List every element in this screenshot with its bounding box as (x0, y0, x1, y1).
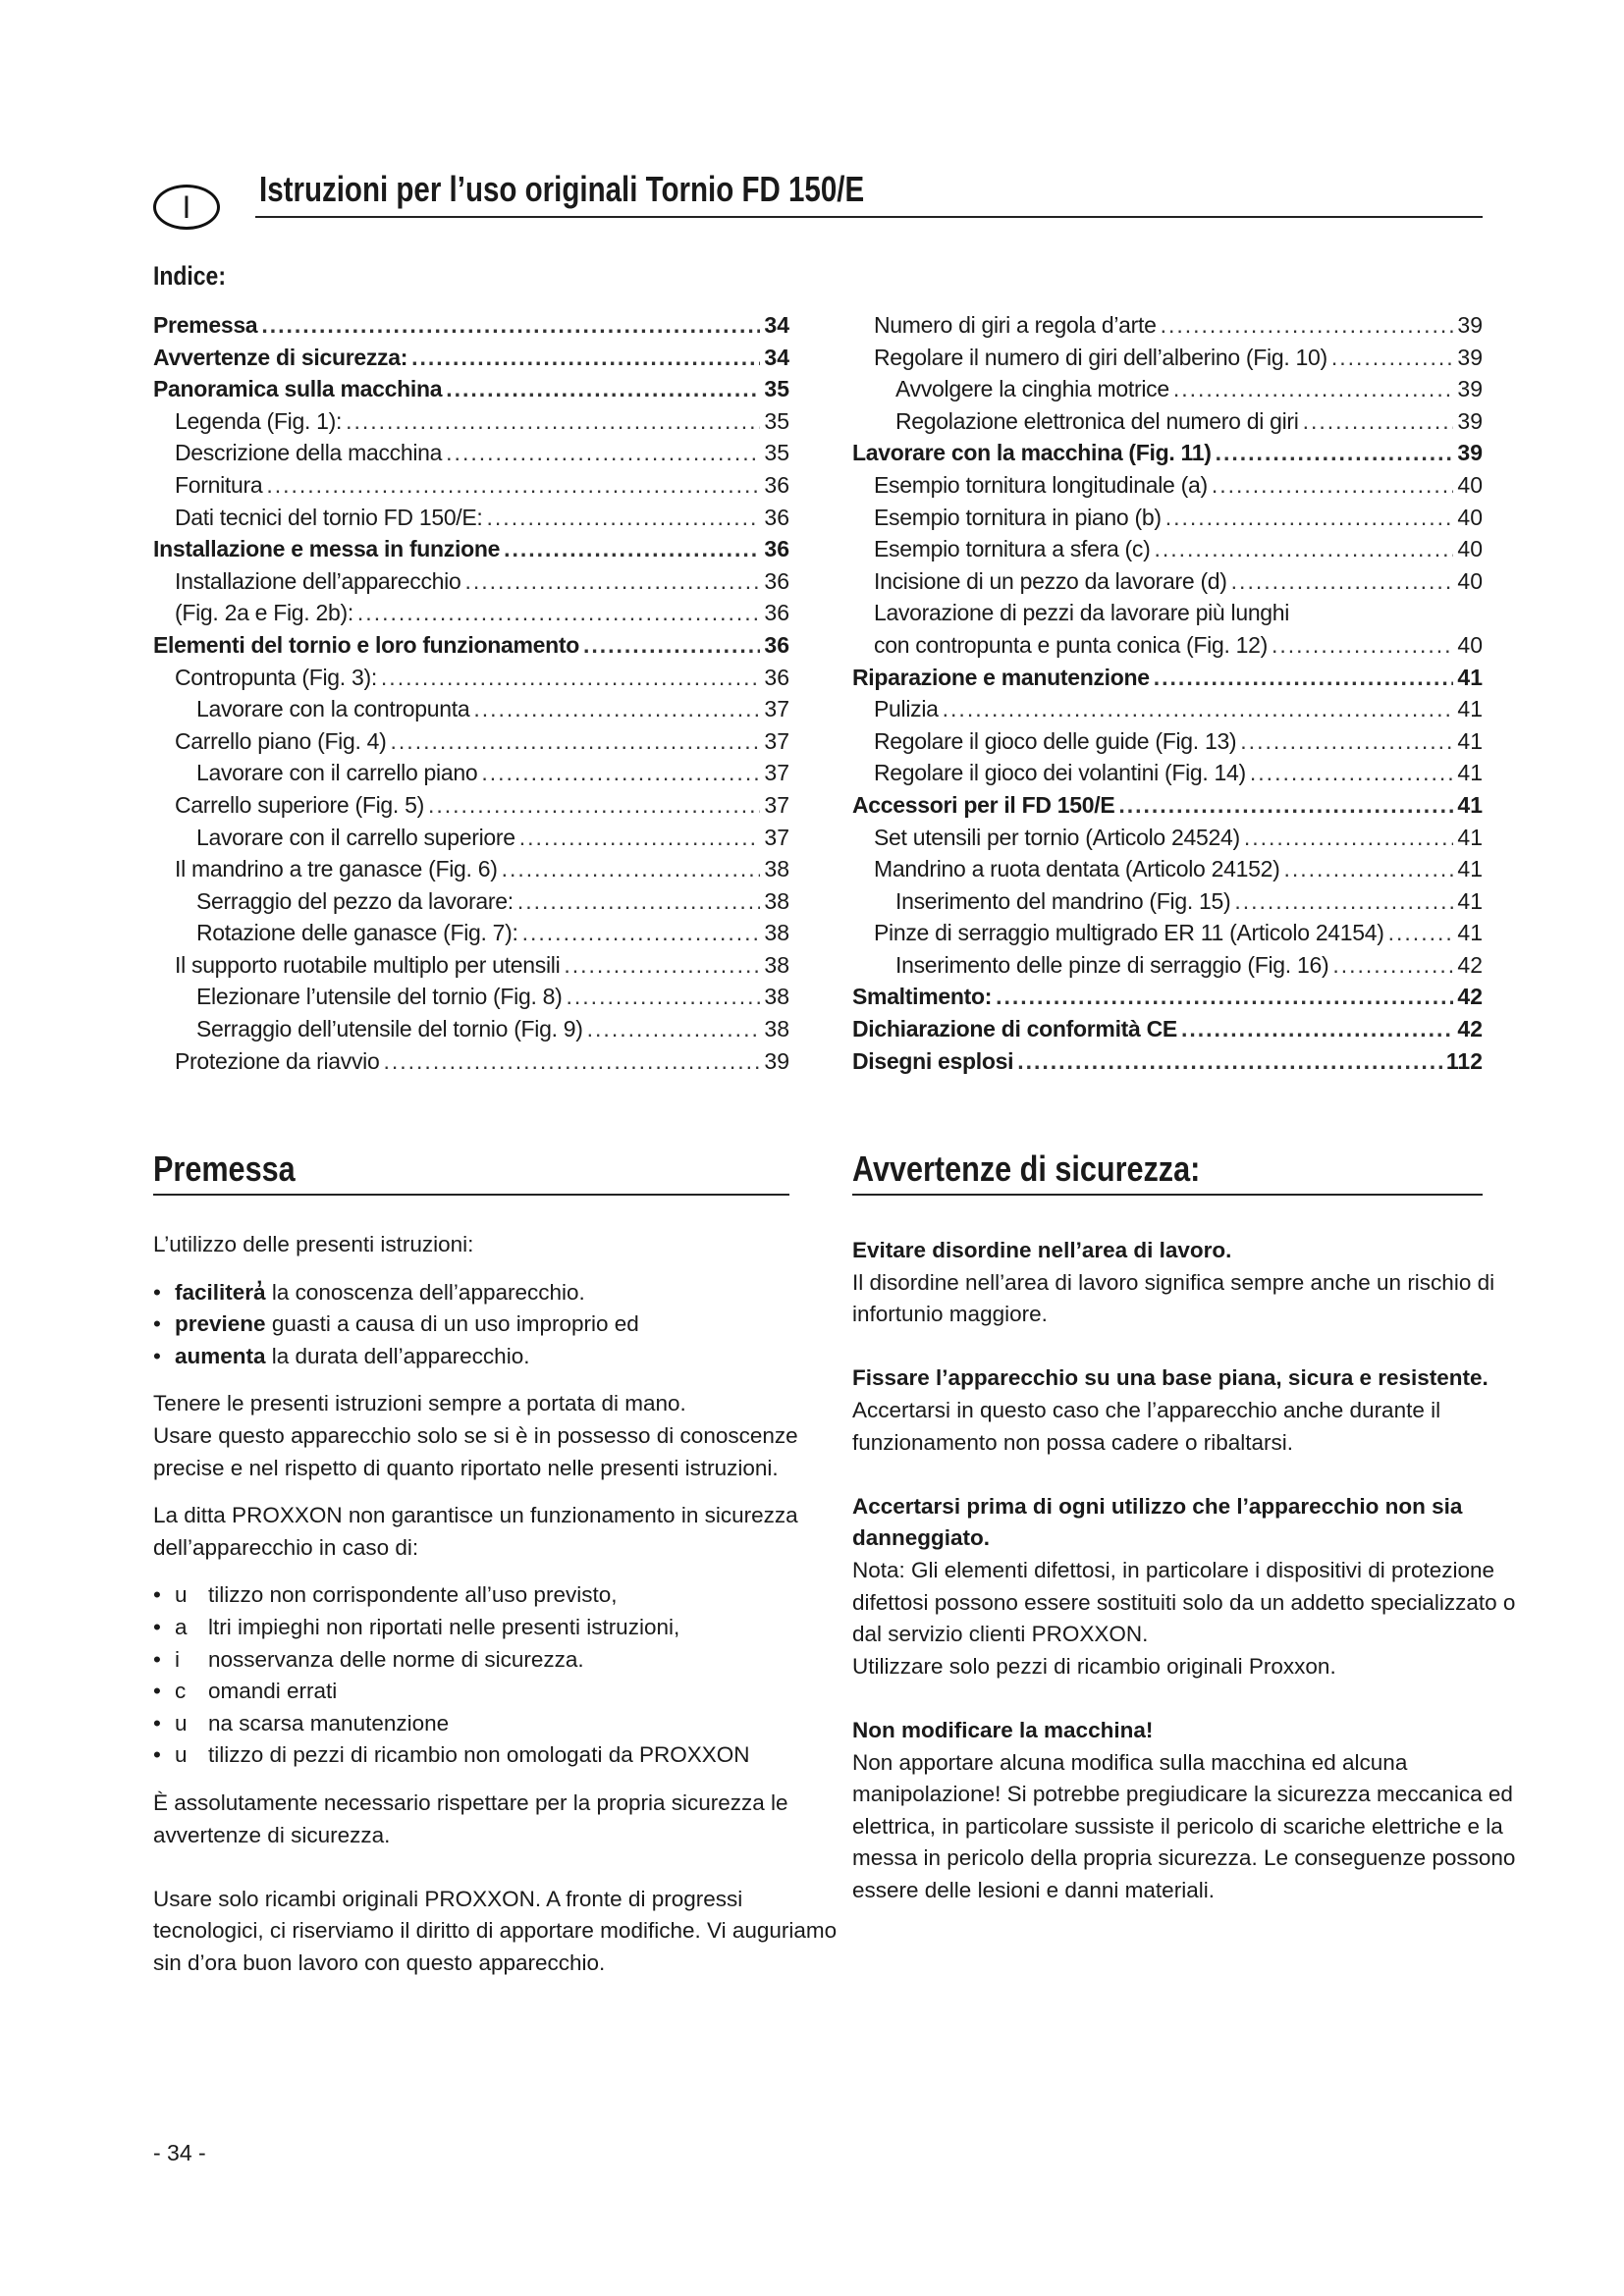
toc-entry-page: 41 (1457, 791, 1483, 818)
toc-leader-dots (1331, 345, 1454, 371)
toc-entry-page: 38 (764, 887, 789, 914)
toc-entry-page: 37 (764, 727, 789, 754)
bullet-dot: • (153, 1311, 161, 1337)
case-text: ltri impieghi non riportati nelle presenti istruzioni, (208, 1614, 680, 1639)
toc-entry-label: Mandrino a ruota dentata (Articolo 24152) (874, 856, 1280, 882)
toc-entry-label: Elementi del tornio e loro funzionamento (153, 631, 579, 658)
toc-entry (153, 665, 789, 697)
toc-entry-label: Avvolgere la cinghia motrice (895, 376, 1169, 402)
toc-leader-dots (346, 408, 760, 435)
toc-entry-label: Esempio tornitura a sfera (c) (874, 536, 1151, 562)
toc-entry (852, 984, 1483, 1016)
avvertenze-s4-text: Non apportare alcuna modifica sulla macchina ed alcuna manipolazione! Si potrebbe pregiudicare la sicurezza meccanica ed elettrica, in particolare sussiste il pericolo di scariche elettriche e la messa in pericolo della propria sicurezza. Le conseguenze possono essere delle lesioni e danni materiali. (852, 1749, 1516, 1902)
toc-leader-dots (1154, 665, 1454, 691)
toc-entry-page: 41 (1457, 920, 1483, 946)
toc-entry (153, 312, 789, 345)
toc-leader-dots (1165, 505, 1454, 531)
case-text: na scarsa manutenzione (208, 1710, 450, 1735)
toc-entry-label: Esempio tornitura in piano (b) (874, 504, 1162, 530)
toc-leader-dots (1283, 856, 1453, 882)
toc-entry (852, 760, 1483, 792)
toc-leader-dots (504, 536, 760, 562)
toc-entry (153, 792, 789, 825)
toc-entry (852, 1016, 1483, 1048)
toc-entry (852, 792, 1483, 825)
toc-entry-label: Serraggio dell’utensile del tornio (Fig. 9) (196, 1016, 583, 1042)
toc-entry-page: 39 (1457, 312, 1483, 338)
toc-leader-dots (1303, 408, 1454, 435)
toc-entry-label: Lavorare con il carrello piano (196, 760, 478, 786)
toc-entry (852, 920, 1483, 952)
language-badge: I (153, 185, 220, 230)
toc-entry-label: Set utensili per tornio (Articolo 24524) (874, 824, 1240, 850)
toc-entry (852, 536, 1483, 568)
toc-entry-page: 40 (1457, 631, 1483, 658)
toc-entry (153, 825, 789, 857)
toc-entry-label: Accessori per il FD 150/E (852, 791, 1115, 818)
toc-leader-dots (261, 312, 760, 339)
toc-leader-dots (1216, 440, 1454, 466)
case-text: tilizzo non corrispondente all’uso previsto, (208, 1582, 618, 1608)
premessa-p1: Tenere le presenti istruzioni sempre a portata di mano. (153, 1391, 686, 1416)
case-letter: c (175, 1679, 187, 1704)
toc-leader-dots (464, 568, 760, 595)
toc-leader-dots (564, 952, 760, 979)
toc-entry (153, 505, 789, 537)
toc-entry (153, 376, 789, 408)
toc-leader-dots (411, 345, 760, 371)
toc-leader-dots (357, 600, 760, 626)
toc-entry-page: 38 (764, 951, 789, 978)
toc-entry-page: 41 (1457, 824, 1483, 850)
toc-entry-page: 112 (1445, 1047, 1483, 1074)
toc-entry (852, 408, 1483, 441)
toc-leader-dots (943, 696, 1454, 722)
page-number: - 34 - (153, 2140, 206, 2165)
toc-entry-label: Regolare il numero di giri dell’alberino (Fig. 10) (874, 344, 1327, 370)
toc-left-column (153, 312, 789, 1080)
toc-entry-page: 41 (1457, 887, 1483, 914)
toc-entry-label: Numero di giri a regola d’arte (874, 312, 1157, 338)
toc-entry-label: Regolare il gioco delle guide (Fig. 13) (874, 727, 1237, 754)
premessa-bullet (153, 1277, 840, 1309)
premessa-p2: Usare questo apparecchio solo se si è in possesso di conoscenze precise e nel rispetto di quanto riportato nelle presenti istruzioni. (153, 1422, 798, 1480)
toc-entry (153, 408, 789, 441)
toc-leader-dots (583, 632, 760, 659)
toc-entry (852, 472, 1483, 505)
toc-entry (153, 600, 789, 632)
toc-entry-page: 38 (764, 1016, 789, 1042)
toc-entry-label: Descrizione della macchina (175, 440, 443, 466)
toc-entry-page: 38 (764, 856, 789, 882)
premessa-case (153, 1644, 840, 1677)
toc-entry-label: Dichiarazione di conformità CE (852, 1016, 1177, 1042)
toc-entry-label: Disegni esplosi (852, 1047, 1014, 1074)
premessa-case (153, 1612, 840, 1644)
toc-entry (852, 1048, 1483, 1081)
premessa-case (153, 1739, 840, 1772)
toc-entry (852, 376, 1483, 408)
toc-entry-page: 40 (1457, 504, 1483, 530)
bullet-dot: • (153, 1679, 161, 1704)
toc-entry-page: 35 (764, 376, 789, 402)
bullet-dot: • (153, 1614, 161, 1639)
toc-entry-page: 41 (1457, 760, 1483, 786)
toc-entry (852, 728, 1483, 761)
toc-entry (153, 568, 789, 601)
premessa-intro: L’utilizzo delle presenti istruzioni: (153, 1232, 474, 1256)
toc-leader-dots (996, 984, 1453, 1010)
avvertenze-s4-title: Non modificare la macchina! (852, 1717, 1154, 1742)
toc-leader-dots (1173, 376, 1454, 402)
toc-entry (153, 984, 789, 1016)
toc-entry (852, 665, 1483, 697)
bullet-text (175, 1341, 529, 1373)
toc-entry-label: Riparazione e manutenzione (852, 664, 1150, 690)
premessa-p4: È assolutamente necessario rispettare per la propria sicurezza le avvertenze di sicurezza. (153, 1789, 788, 1847)
toc-entry (153, 952, 789, 985)
toc-entry-label: Regolare il gioco dei volantini (Fig. 14) (874, 760, 1246, 786)
toc-leader-dots (1181, 1016, 1453, 1042)
toc-entry-page: 40 (1457, 471, 1483, 498)
toc-entry-label: Pinze di serraggio multigrado ER 11 (Articolo 24154) (874, 920, 1384, 946)
toc-entry-page: 37 (764, 696, 789, 722)
toc-entry-label: Pulizia (874, 696, 939, 722)
toc-entry (153, 856, 789, 888)
avvertenze-body (852, 1235, 1540, 1906)
toc-entry-page: 38 (764, 920, 789, 946)
toc-entry-page: 36 (764, 504, 789, 530)
toc-entry (153, 760, 789, 792)
bullet-bold: previene (175, 1311, 266, 1337)
premessa-underline (153, 1194, 789, 1196)
toc-entry-page: 35 (764, 407, 789, 434)
toc-entry-label: Carrello piano (Fig. 4) (175, 727, 387, 754)
toc-leader-dots (1234, 888, 1453, 915)
toc-entry-label: Elezionare l’utensile del tornio (Fig. 8) (196, 984, 563, 1010)
case-letter: u (175, 1582, 188, 1608)
toc-leader-dots (381, 665, 760, 691)
toc-entry-label: Incisione di un pezzo da lavorare (d) (874, 567, 1227, 594)
toc-entry-page: 35 (764, 440, 789, 466)
case-text: nosservanza delle norme di sicurezza. (208, 1646, 584, 1672)
toc-entry-label: Protezione da riavvio (175, 1047, 380, 1074)
toc-leader-dots (1231, 568, 1454, 595)
page-title: Istruzioni per l’uso originali Tornio FD 150/E (259, 169, 865, 209)
avvertenze-s1-text: Il disordine nell’area di lavoro significa sempre anche un rischio di infortunio maggiore. (852, 1269, 1495, 1327)
toc-entry (153, 888, 789, 921)
toc-entry-page: 39 (1457, 407, 1483, 434)
toc-leader-dots (1154, 536, 1453, 562)
premessa-case (153, 1708, 840, 1740)
toc-entry (153, 440, 789, 472)
premessa-body (153, 1229, 840, 1979)
bullet-dot: • (153, 1646, 161, 1672)
toc-entry-page: 37 (764, 824, 789, 850)
page-header (153, 169, 1483, 232)
toc-entry-label: Inserimento delle pinze di serraggio (Fig. 16) (895, 951, 1329, 978)
toc-entry-page: 41 (1457, 696, 1483, 722)
bullet-dot: • (153, 1343, 161, 1368)
bullet-rest: la durata dell’apparecchio. (265, 1343, 530, 1368)
toc-entry (153, 920, 789, 952)
avvertenze-s2-text: Accertarsi in questo caso che l’apparecchio anche durante il funzionamento non possa cadere o ribaltarsi. (852, 1397, 1441, 1455)
toc-entry-page: 36 (764, 664, 789, 690)
toc-leader-dots (1388, 920, 1454, 946)
toc-leader-dots (1250, 760, 1454, 786)
toc-leader-dots (473, 696, 760, 722)
toc-entry-label: Il mandrino a tre ganasce (Fig. 6) (175, 856, 498, 882)
toc-entry-page: 40 (1457, 567, 1483, 594)
toc-entry-label: Regolazione elettronica del numero di giri (895, 407, 1299, 434)
toc-entry-page: 36 (764, 631, 789, 658)
case-letter: i (175, 1646, 180, 1672)
premessa-case (153, 1579, 840, 1612)
toc-leader-dots (1272, 632, 1453, 659)
avvertenze-underline (852, 1194, 1483, 1196)
toc-entry-label: Inserimento del mandrino (Fig. 15) (895, 887, 1231, 914)
toc-entry (852, 856, 1483, 888)
toc-entry (153, 1048, 789, 1081)
toc-leader-dots (587, 1016, 761, 1042)
toc-leader-dots (487, 505, 761, 531)
premessa-bullet (153, 1341, 840, 1373)
toc-leader-dots (428, 792, 760, 819)
toc-leader-dots (383, 1048, 760, 1075)
toc-entry-page: 36 (764, 600, 789, 626)
bullet-bold: aumenta (175, 1343, 266, 1368)
case-text: omandi errati (208, 1679, 338, 1704)
toc-entry-page: 39 (1457, 440, 1483, 466)
toc-right-column (852, 312, 1483, 1080)
toc-leader-dots (1161, 312, 1454, 339)
toc-entry-page: 42 (1457, 951, 1483, 978)
bullet-text (175, 1277, 585, 1309)
bullet-dot: • (153, 1582, 161, 1608)
bullet-dot: • (153, 1279, 161, 1305)
case-letter: a (175, 1614, 188, 1639)
toc-entry (852, 505, 1483, 537)
toc-entry-label: Esempio tornitura longitudinale (a) (874, 471, 1208, 498)
case-text: tilizzo di pezzi di ricambio non omologati da PROXXON (208, 1742, 750, 1768)
toc-leader-dots (391, 728, 761, 755)
toc-entry-label: Smaltimento: (852, 984, 993, 1010)
toc-leader-dots (567, 984, 761, 1010)
toc-entry-label: Legenda (Fig. 1): (175, 407, 343, 434)
toc-leader-dots (266, 472, 760, 499)
toc-entry-label: Contropunta (Fig. 3): (175, 664, 377, 690)
toc-entry-label: Serraggio del pezzo da lavorare: (196, 887, 514, 914)
bullet-dot: • (153, 1710, 161, 1735)
toc-entry-page: 36 (764, 536, 789, 562)
toc-entry (153, 696, 789, 728)
toc-entry-page: 39 (1457, 344, 1483, 370)
toc-leader-dots (522, 920, 761, 946)
toc-entry-page: 41 (1457, 727, 1483, 754)
toc-entry-label: Rotazione delle ganasce (Fig. 7): (196, 920, 518, 946)
toc-entry (852, 888, 1483, 921)
toc-entry-label: Carrello superiore (Fig. 5) (175, 791, 424, 818)
toc-entry (852, 600, 1483, 632)
toc-entry (153, 472, 789, 505)
toc-leader-dots (502, 856, 761, 882)
premessa-title: Premessa (153, 1148, 296, 1189)
case-letter: u (175, 1742, 188, 1768)
toc-entry-label: Lavorazione di pezzi da lavorare più lunghi (874, 600, 1290, 626)
premessa-bullet (153, 1308, 840, 1341)
toc-entry (852, 568, 1483, 601)
premessa-case (153, 1676, 840, 1708)
toc-entry-page: 37 (764, 760, 789, 786)
toc-entry-label: Installazione e messa in funzione (153, 536, 501, 562)
bullet-rest: la conoscenza dell’apparecchio. (265, 1279, 585, 1305)
toc-entry-page: 34 (764, 312, 789, 338)
bullet-rest: guasti a causa di un uso improprio ed (265, 1311, 639, 1337)
bullet-dot: • (153, 1742, 161, 1768)
toc-entry-label: Dati tecnici del tornio FD 150/E: (175, 504, 483, 530)
avvertenze-s2-title: Fissare l’apparecchio su una base piana, sicura e resistente. (852, 1365, 1489, 1391)
toc-entry-page: 34 (764, 344, 789, 370)
toc-entry-page: 42 (1457, 1016, 1483, 1042)
toc-entry-label: Il supporto ruotabile multiplo per utensili (175, 951, 561, 978)
toc-leader-dots (517, 888, 761, 915)
bullet-bold: facilitera̓ (175, 1279, 266, 1305)
toc-entry (852, 440, 1483, 472)
toc-entry-page: 36 (764, 471, 789, 498)
toc-leader-dots (1332, 952, 1453, 979)
toc-entry-page: 37 (764, 791, 789, 818)
toc-leader-dots (1244, 825, 1454, 851)
toc-entry (153, 536, 789, 568)
toc-entry-label: Premessa (153, 312, 258, 338)
index-heading: Indice: (153, 261, 226, 291)
toc-leader-dots (446, 376, 760, 402)
toc-entry-label: (Fig. 2a e Fig. 2b): (175, 600, 353, 626)
toc-entry (852, 696, 1483, 728)
toc-entry-page: 40 (1457, 536, 1483, 562)
toc-entry (852, 825, 1483, 857)
toc-entry-label: Lavorare con la macchina (Fig. 11) (852, 440, 1212, 466)
toc-entry-page: 36 (764, 567, 789, 594)
toc-entry (852, 312, 1483, 345)
toc-entry (153, 1016, 789, 1048)
toc-entry-page: 39 (1457, 376, 1483, 402)
toc-leader-dots (1240, 728, 1453, 755)
premessa-p3: La ditta PROXXON non garantisce un funzionamento in sicurezza dell’apparecchio in caso di: (153, 1503, 798, 1560)
avvertenze-s3-text: Nota: Gli elementi difettosi, in particolare i dispositivi di protezione difettosi possono essere sostituiti solo da un addetto specializzato o dal servizio clienti PROXXON. (852, 1557, 1516, 1647)
toc-entry-page: 38 (764, 984, 789, 1010)
toc-entry (852, 952, 1483, 985)
toc-entry-label: Panoramica sulla macchina (153, 376, 443, 402)
toc-entry (153, 728, 789, 761)
toc-entry-page: 41 (1457, 856, 1483, 882)
avvertenze-title: Avvertenze di sicurezza: (852, 1148, 1201, 1189)
toc-leader-dots (1118, 792, 1453, 819)
toc-entry (153, 345, 789, 377)
toc-entry (852, 345, 1483, 377)
toc-entry-label: Fornitura (175, 471, 263, 498)
toc-leader-dots (1017, 1048, 1442, 1075)
bullet-text (175, 1308, 639, 1341)
toc-entry-label: Lavorare con il carrello superiore (196, 824, 515, 850)
toc-leader-dots (446, 440, 760, 466)
title-underline (255, 216, 1483, 218)
avvertenze-s3-text2: Utilizzare solo pezzi di ricambio originali Proxxon. (852, 1653, 1336, 1679)
toc-entry-label: Installazione dell’apparecchio (175, 567, 461, 594)
toc-entry-label: con contropunta e punta conica (Fig. 12) (874, 631, 1268, 658)
toc-leader-dots (481, 760, 760, 786)
avvertenze-s1-title: Evitare disordine nell’area di lavoro. (852, 1238, 1232, 1262)
toc-entry-label: Lavorare con la contropunta (196, 696, 470, 722)
toc-entry-page: 42 (1457, 984, 1483, 1010)
case-letter: u (175, 1710, 188, 1735)
avvertenze-s3-title: Accertarsi prima di ogni utilizzo che l’apparecchio non sia danneggiato. (852, 1493, 1463, 1551)
toc-entry-page: 39 (764, 1047, 789, 1074)
toc-entry (852, 632, 1483, 665)
toc-entry-page: 41 (1457, 664, 1483, 690)
toc-entry-label: Avvertenze di sicurezza: (153, 344, 408, 370)
premessa-p5: Usare solo ricambi originali PROXXON. A fronte di progressi tecnologici, ci riserviamo il diritto di apportare modifiche. Vi auguriamo sin d’ora buon lavoro con questo apparecchio. (153, 1886, 838, 1975)
toc-leader-dots (519, 825, 761, 851)
toc-leader-dots (1212, 472, 1454, 499)
toc-entry (153, 632, 789, 665)
